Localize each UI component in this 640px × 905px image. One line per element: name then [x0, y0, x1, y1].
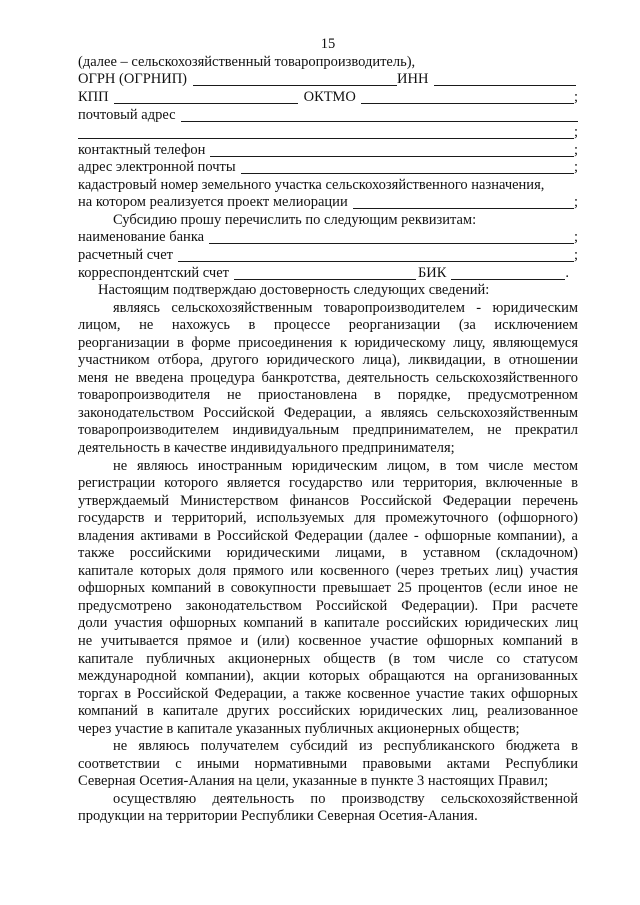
account-row — [78, 247, 578, 265]
phone-label: контактный телефон — [78, 141, 206, 158]
paragraph-line: меня не введена процедура банкротства, деятельность сельскохозяйственного — [78, 369, 578, 386]
paragraph-line: офшорных компаний в совокупности превышает 25 процентов (если иное не — [78, 580, 578, 597]
cadastral-label-line1: кадастровый номер земельного участка сельскохозяйственного назначения, — [78, 176, 545, 193]
email-row — [78, 159, 578, 177]
paragraph-line: капитале публичных акционерных обществ (в том числе со статусом — [78, 650, 578, 667]
paragraph-line: владения активами в Российской Федерации (далее - офшорные компании), а — [78, 527, 578, 544]
paragraph-line: компаний в капитале других российских юридических лиц, реализованное — [78, 703, 578, 720]
intro-line: (далее – сельскохозяйственный товаропроизводитель), — [78, 53, 416, 70]
corr-account-blank — [234, 265, 416, 280]
postal-address-blank — [181, 107, 578, 122]
row-semicolon: ; — [573, 159, 578, 176]
paragraph-line: товаропроизводителем индивидуальным предпринимателем, не прекратил — [78, 422, 578, 439]
row-semicolon: ; — [573, 124, 578, 141]
paragraph-line: капитале которых доля прямого или косвенного (через третьих лиц) участия — [78, 562, 578, 579]
postal-address-label: почтовый адрес — [78, 106, 176, 123]
bank-name-blank — [209, 229, 574, 244]
page-content — [78, 36, 578, 826]
paragraph-line: Северная Осетия-Алания на цели, указанные в пункте 3 настоящих Правил; — [78, 773, 549, 790]
paragraph-line: соответствии с иными нормативными правовыми актами Республики — [78, 755, 578, 772]
bik-blank — [451, 265, 565, 280]
paragraph-line: реорганизации в форме присоединения к юридическому лицу, являющемуся — [78, 334, 578, 351]
cadastral-blank — [353, 194, 574, 209]
cadastral-row — [78, 194, 578, 212]
corr-account-bik-row — [78, 265, 578, 283]
oktmo-label: ОКТМО — [303, 89, 356, 106]
kpp-oktmo-row — [78, 89, 578, 107]
corr-account-label: корреспондентский счет — [78, 264, 229, 281]
row-period: . — [565, 264, 569, 281]
paragraph-line: участником отбора, другого юридического лица), ликвидации, в отношении — [78, 352, 578, 369]
kpp-blank — [114, 89, 298, 104]
declaration-paragraph — [78, 738, 578, 791]
postal-address-blank-2 — [78, 124, 574, 139]
cadastral-label-line2: на котором реализуется проект мелиорации — [78, 194, 348, 211]
ogrn-blank — [193, 71, 397, 86]
declaration-paragraph — [78, 791, 578, 826]
ogrn-inn-row — [78, 71, 578, 89]
bik-label: БИК — [417, 264, 447, 281]
bank-name-label: наименование банка — [78, 229, 205, 246]
email-label: адрес электронной почты — [78, 159, 236, 176]
declaration-intro: Настоящим подтверждаю достоверность следующих сведений: — [98, 282, 490, 299]
paragraph-line: государств и территорий, используемых для промежуточного (офшорного) — [78, 510, 578, 527]
account-label: расчетный счет — [78, 246, 173, 263]
row-semicolon: ; — [573, 89, 578, 106]
paragraph-line: не учитывается прямое и (или) косвенное участие офшорных компаний в — [78, 632, 578, 649]
oktmo-blank — [361, 89, 574, 104]
declaration-paragraph — [78, 458, 578, 739]
bank-details-intro: Субсидию прошу перечислить по следующим реквизитам: — [113, 211, 477, 228]
postal-address-row — [78, 107, 578, 125]
paragraph-line: не являюсь получателем субсидий из республиканского бюджета в — [113, 738, 578, 755]
bank-name-row — [78, 229, 578, 247]
paragraph-line: продукции на территории Республики Северная Осетия-Алания. — [78, 808, 478, 825]
paragraph-line: являясь сельскохозяйственным товаропроизводителем - юридическим — [113, 299, 578, 316]
paragraph-line: товаропроизводителя не приостановлена в порядке, предусмотренном — [78, 387, 578, 404]
page-number: 15 — [320, 36, 336, 53]
email-blank — [241, 159, 574, 174]
inn-blank — [434, 71, 576, 86]
phone-row — [78, 142, 578, 160]
paragraph-line: международной компании), акции которых обращаются на организованных — [78, 668, 578, 685]
paragraph-line: осуществляю деятельность по производству сельскохозяйственной — [113, 790, 578, 807]
declaration-body — [78, 300, 578, 826]
row-semicolon: ; — [573, 229, 578, 246]
paragraph-line: деятельность в качестве индивидуального предпринимателя; — [78, 439, 455, 456]
kpp-label: КПП — [78, 89, 109, 106]
row-semicolon: ; — [573, 141, 578, 158]
paragraph-line: через участие в капитале указанных публичных акционерных обществ; — [78, 720, 520, 737]
ogrn-label: ОГРН (ОГРНИП) — [78, 71, 188, 88]
row-semicolon: ; — [573, 246, 578, 263]
declaration-paragraph — [78, 300, 578, 458]
paragraph-line: торгах в Российской Федерации, а также косвенное участие таких офшорных — [78, 685, 578, 702]
row-semicolon: ; — [573, 194, 578, 211]
paragraph-line: законодательством Российской Федерации, а являясь сельскохозяйственным — [78, 404, 578, 421]
paragraph-line: доли участия офшорных компаний в капитале российских юридических лиц — [78, 615, 578, 632]
paragraph-line: регистрации которого является государство или территория, включенные в — [78, 475, 578, 492]
inn-label: ИНН — [397, 71, 429, 88]
paragraph-line: не являюсь иностранным юридическим лицом, в том числе местом — [113, 457, 578, 474]
paragraph-line: утверждаемый Министерством финансов Российской Федерации перечень — [78, 492, 578, 509]
paragraph-line: предусмотрено законодательством Российской Федерации). При расчете — [78, 597, 578, 614]
phone-blank — [210, 142, 574, 157]
paragraph-line: также российскими юридическими лицами, в уставном (складочном) — [78, 545, 578, 562]
paragraph-line: лицом, не нахожусь в процессе реорганизации (за исключением — [78, 317, 578, 334]
postal-address-continuation-row — [78, 124, 578, 142]
account-blank — [178, 247, 574, 262]
